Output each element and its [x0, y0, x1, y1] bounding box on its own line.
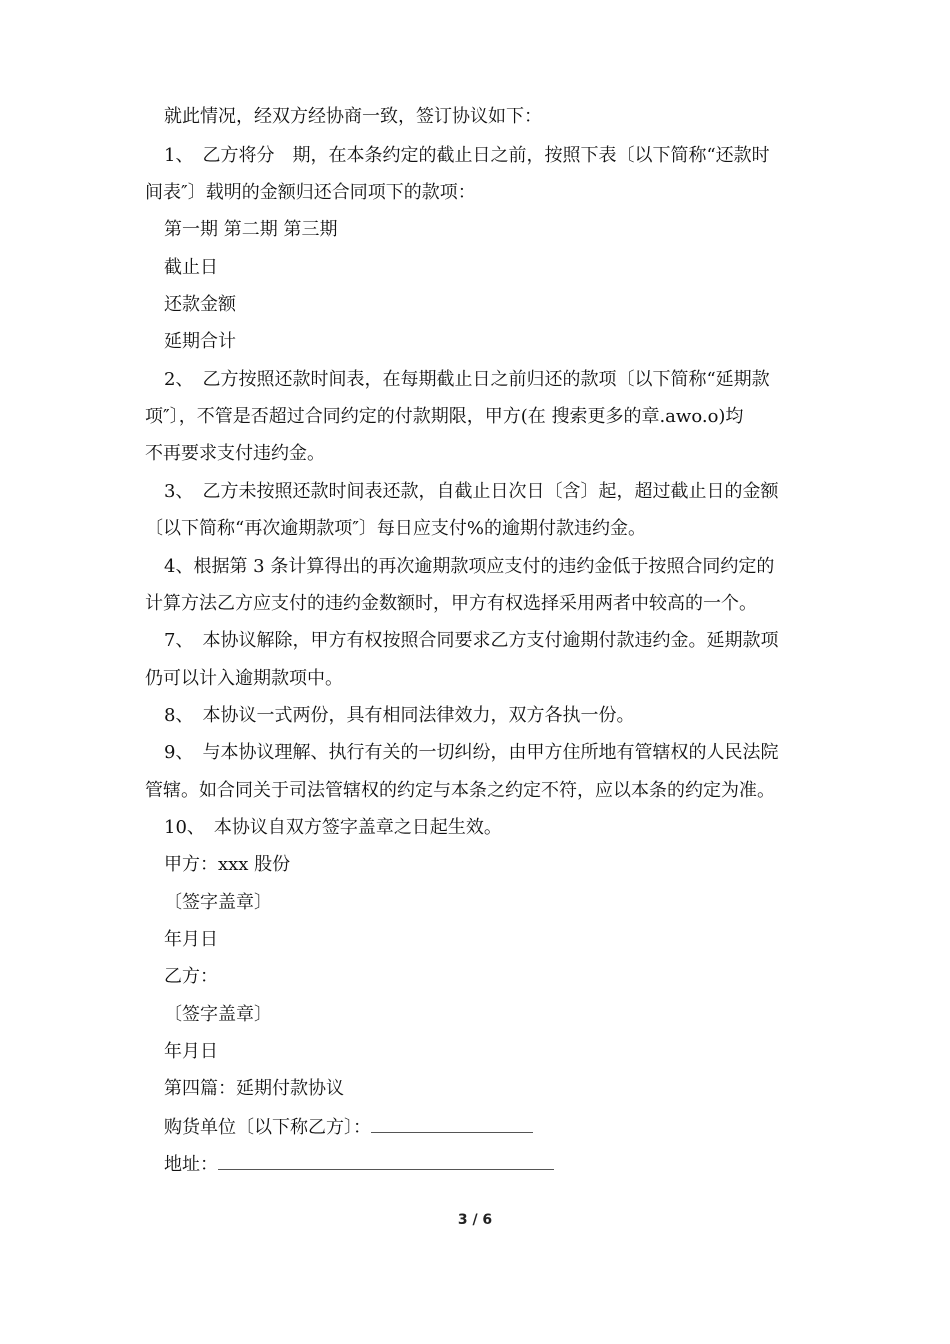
address-label: 地址：	[164, 1154, 218, 1175]
page-number: 3 / 6	[457, 1212, 493, 1228]
address-line	[164, 1151, 854, 1178]
schedule-row-deadline: 截止日	[164, 257, 218, 278]
clause-3-line-2: 〔以下简称“再次逾期款项″〕每日应支付%的逾期付款违约金。	[145, 518, 647, 539]
schedule-header: 第一期 第二期 第三期	[164, 219, 338, 240]
section-heading: 第四篇：延期付款协议	[164, 1078, 344, 1099]
party-a-signature: 〔签字盖章〕	[164, 892, 272, 913]
clause-3-line-1: 3、 乙方未按照还款时间表还款，自截止日次日〔含〕起，超过截止日的金额	[164, 481, 779, 502]
buyer-blank	[371, 1114, 533, 1133]
clause-7-line-2: 仍可以计入逾期款项中。	[145, 668, 343, 689]
clause-2-line-2: 项″〕，不管是否超过合同约定的付款期限，甲方(在 搜索更多的章.awo.o)均	[145, 406, 744, 427]
party-b: 乙方：	[164, 966, 218, 987]
clause-10: 10、 本协议自双方签字盖章之日起生效。	[164, 817, 502, 838]
clause-9-line-2: 管辖。如合同关于司法管辖权的约定与本条之约定不符，应以本条的约定为准。	[145, 780, 775, 801]
buyer-label: 购货单位〔以下称乙方〕：	[164, 1117, 371, 1138]
clause-2-line-1: 2、 乙方按照还款时间表，在每期截止日之前归还的款项〔以下简称“延期款	[164, 369, 770, 390]
paragraph-intro: 就此情况，经双方经协商一致，签订协议如下：	[164, 106, 542, 127]
clause-1-line-1: 1、 乙方将分 期，在本条约定的截止日之前，按照下表〔以下简称“还款时	[164, 145, 770, 166]
buyer-line	[164, 1114, 854, 1141]
schedule-row-total: 延期合计	[164, 331, 236, 352]
clause-9-line-1: 9、 与本协议理解、执行有关的一切纠纷，由甲方住所地有管辖权的人民法院	[164, 742, 779, 763]
party-a: 甲方：xxx 股份	[164, 854, 291, 875]
clause-4-line-1: 4、根据第 3 条计算得出的再次逾期款项应支付的违约金低于按照合同约定的	[164, 556, 775, 577]
party-b-date: 年月日	[164, 1041, 218, 1062]
clause-8: 8、 本协议一式两份，具有相同法律效力，双方各执一份。	[164, 705, 635, 726]
clause-4-line-2: 计算方法乙方应支付的违约金数额时，甲方有权选择采用两者中较高的一个。	[145, 593, 757, 614]
address-blank	[218, 1151, 554, 1170]
schedule-row-amount: 还款金额	[164, 294, 236, 315]
party-b-signature: 〔签字盖章〕	[164, 1004, 272, 1025]
clause-2-line-3: 不再要求支付违约金。	[145, 443, 325, 464]
clause-7-line-1: 7、 本协议解除，甲方有权按照合同要求乙方支付逾期付款违约金。延期款项	[164, 630, 779, 651]
party-a-date: 年月日	[164, 929, 218, 950]
clause-1-line-2: 间表″〕载明的金额归还合同项下的款项：	[145, 182, 476, 203]
